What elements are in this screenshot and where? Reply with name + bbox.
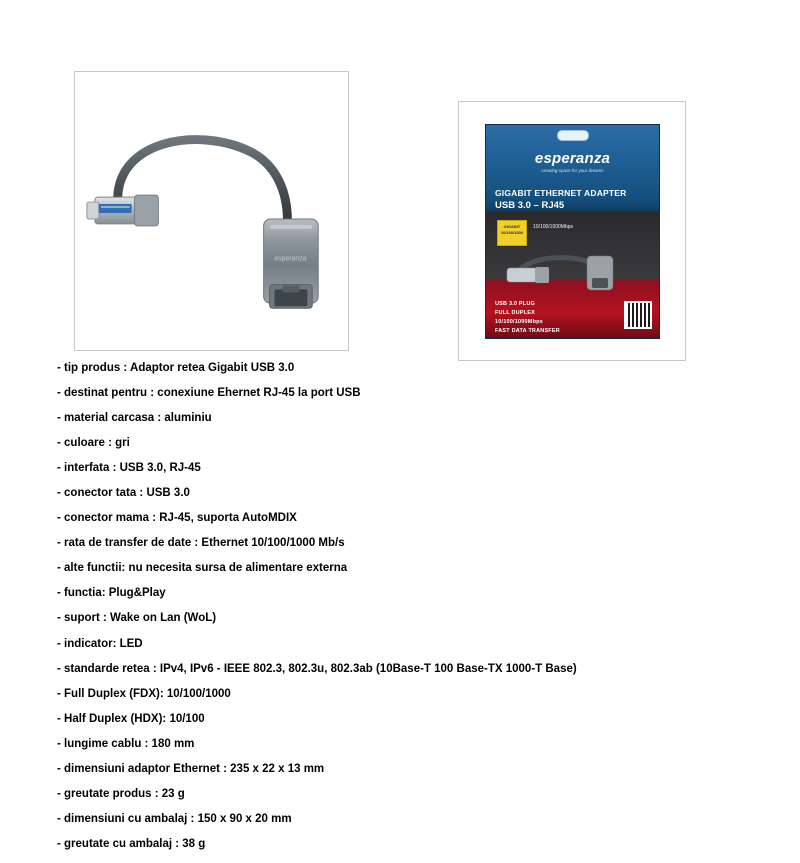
box-feature-item: USB 3.0 PLUG [495,301,535,307]
box-gigabit-badge: GIGABIT 10/100/1000 [497,220,527,246]
box-feature-item: FULL DUPLEX [495,310,535,316]
spec-item: - suport : Wake on Lan (WoL) [57,612,217,625]
box-title: GIGABIT ETHERNET ADAPTER [495,188,627,198]
spec-item: - dimensiuni cu ambalaj : 150 x 90 x 20 mm [57,812,292,825]
product-image-frame [74,71,349,351]
box-feature-item: 10/100/1000Mbps [495,319,543,325]
spec-item: - alte functii: nu necesita sursa de alimentare externa [57,562,348,575]
box-subtitle: USB 3.0 – RJ45 [495,200,565,211]
spec-item: - destinat pentru : conexiune Ehernet RJ-45 la port USB [57,387,361,400]
spec-item: - conector mama : RJ-45, suporta AutoMDIX [57,512,297,525]
usb-connector [87,195,158,226]
spec-item: - Full Duplex (FDX): 10/100/1000 [57,687,231,700]
package-image-frame [458,101,686,361]
spec-item: - Half Duplex (HDX): 10/100 [57,712,205,725]
spec-item: - dimensiuni adaptor Ethernet : 235 x 22 x 13 mm [57,762,325,775]
spec-item: - functia: Plug&Play [57,587,166,600]
spec-item: - tip produs : Adaptor retea Gigabit USB 3.0 [57,362,295,374]
spec-item: - material carcasa : aluminiu [57,412,212,425]
box-feature-item: FAST DATA TRANSFER [495,328,560,334]
spec-item: - rata de transfer de date : Ethernet 10/100/1000 Mb/s [57,537,345,550]
spec-item: - indicator: LED [57,637,143,650]
usb-ethernet-adapter-illustration [75,72,348,350]
svg-text:esperanza: esperanza [274,255,307,263]
spec-item: - greutate produs : 23 g [57,787,185,800]
spec-item: - culoare : gri [57,437,130,450]
specification-list [57,362,757,863]
retail-box-illustration [485,124,660,339]
spec-item: - conector tata : USB 3.0 [57,487,190,500]
box-product-photo [501,246,633,294]
spec-item: - greutate cu ambalaj : 38 g [57,837,206,850]
box-hanger-hole [557,130,589,141]
box-brand-tagline: creating space for your dreams [541,168,604,173]
box-speed-text: 10/100/1000Mbps [533,224,574,230]
qr-code-icon [624,301,652,329]
box-brand-logo: esperanza [534,150,611,167]
spec-item: - interfata : USB 3.0, RJ-45 [57,462,201,475]
rj45-housing [264,219,319,308]
spec-item: - lungime cablu : 180 mm [57,737,195,750]
spec-item: - standarde retea : IPv4, IPv6 - IEEE 802.3, 802.3u, 802.3ab (10Base-T 100 Base-TX 1000-T Base) [57,662,577,675]
box-feature-list [495,300,560,336]
